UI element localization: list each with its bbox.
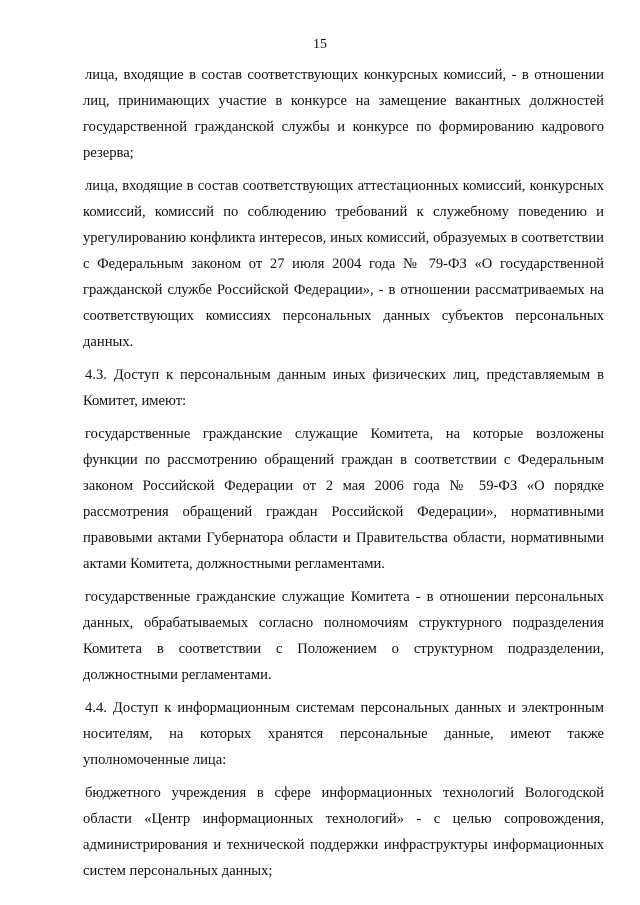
- paragraph-section-4-3: 4.3. Доступ к персональным данным иных физических лиц, представляемым в Комитет, имеют:: [83, 367, 604, 409]
- paragraph-civil-servants-appeals: государственные гражданские служащие Комитета, на которые возложены функции по рассмотрению обращений граждан в соответствии с Федеральным законом Российской Федерации от 2 мая 2006 года № 59-ФЗ «О порядке рассмотрения обращений граждан Российской Федерации», нормативными правовыми актами Губернатора области и Правительства области, нормативными актами Комитета, должностными регламентами.: [83, 426, 604, 572]
- paragraph-it-center: бюджетного учреждения в сфере информационных технологий Вологодской области «Центр информационных технологий» - с целью сопровождения, администрирования и технической поддержки инфраструктуры информационных систем персональных данных;: [83, 785, 604, 879]
- paragraph-civil-servants-structural-unit: государственные гражданские служащие Комитета - в отношении персональных данных, обрабатываемых согласно полномочиям структурного подразделения Комитета в соответствии с Положением о структурном подразделении, должностными регламентами.: [83, 589, 604, 683]
- page-number: 15: [313, 37, 327, 52]
- paragraph-competition-commissions: лица, входящие в состав соответствующих конкурсных комиссий, - в отношении лиц, принимающих участие в конкурсе на замещение вакантных должностей государственной гражданской службы и конкурсе по формированию кадрового резерва;: [83, 67, 604, 161]
- document-body: [83, 62, 604, 891]
- paragraph-section-4-4: 4.4. Доступ к информационным системам персональных данных и электронным носителям, на которых хранятся персональные данные, имеют также уполномоченные лица:: [83, 700, 604, 768]
- paragraph-attestation-commissions: лица, входящие в состав соответствующих аттестационных комиссий, конкурсных комиссий, комиссий по соблюдению требований к служебному поведению и урегулированию конфликта интересов, иных комиссий, образуемых в соответствии с Федеральным законом от 27 июля 2004 года № 79-ФЗ «О государственной гражданской службе Российской Федерации», - в отношении рассматриваемых на соответствующих комиссиях персональных данных субъектов персональных данных.: [83, 178, 604, 350]
